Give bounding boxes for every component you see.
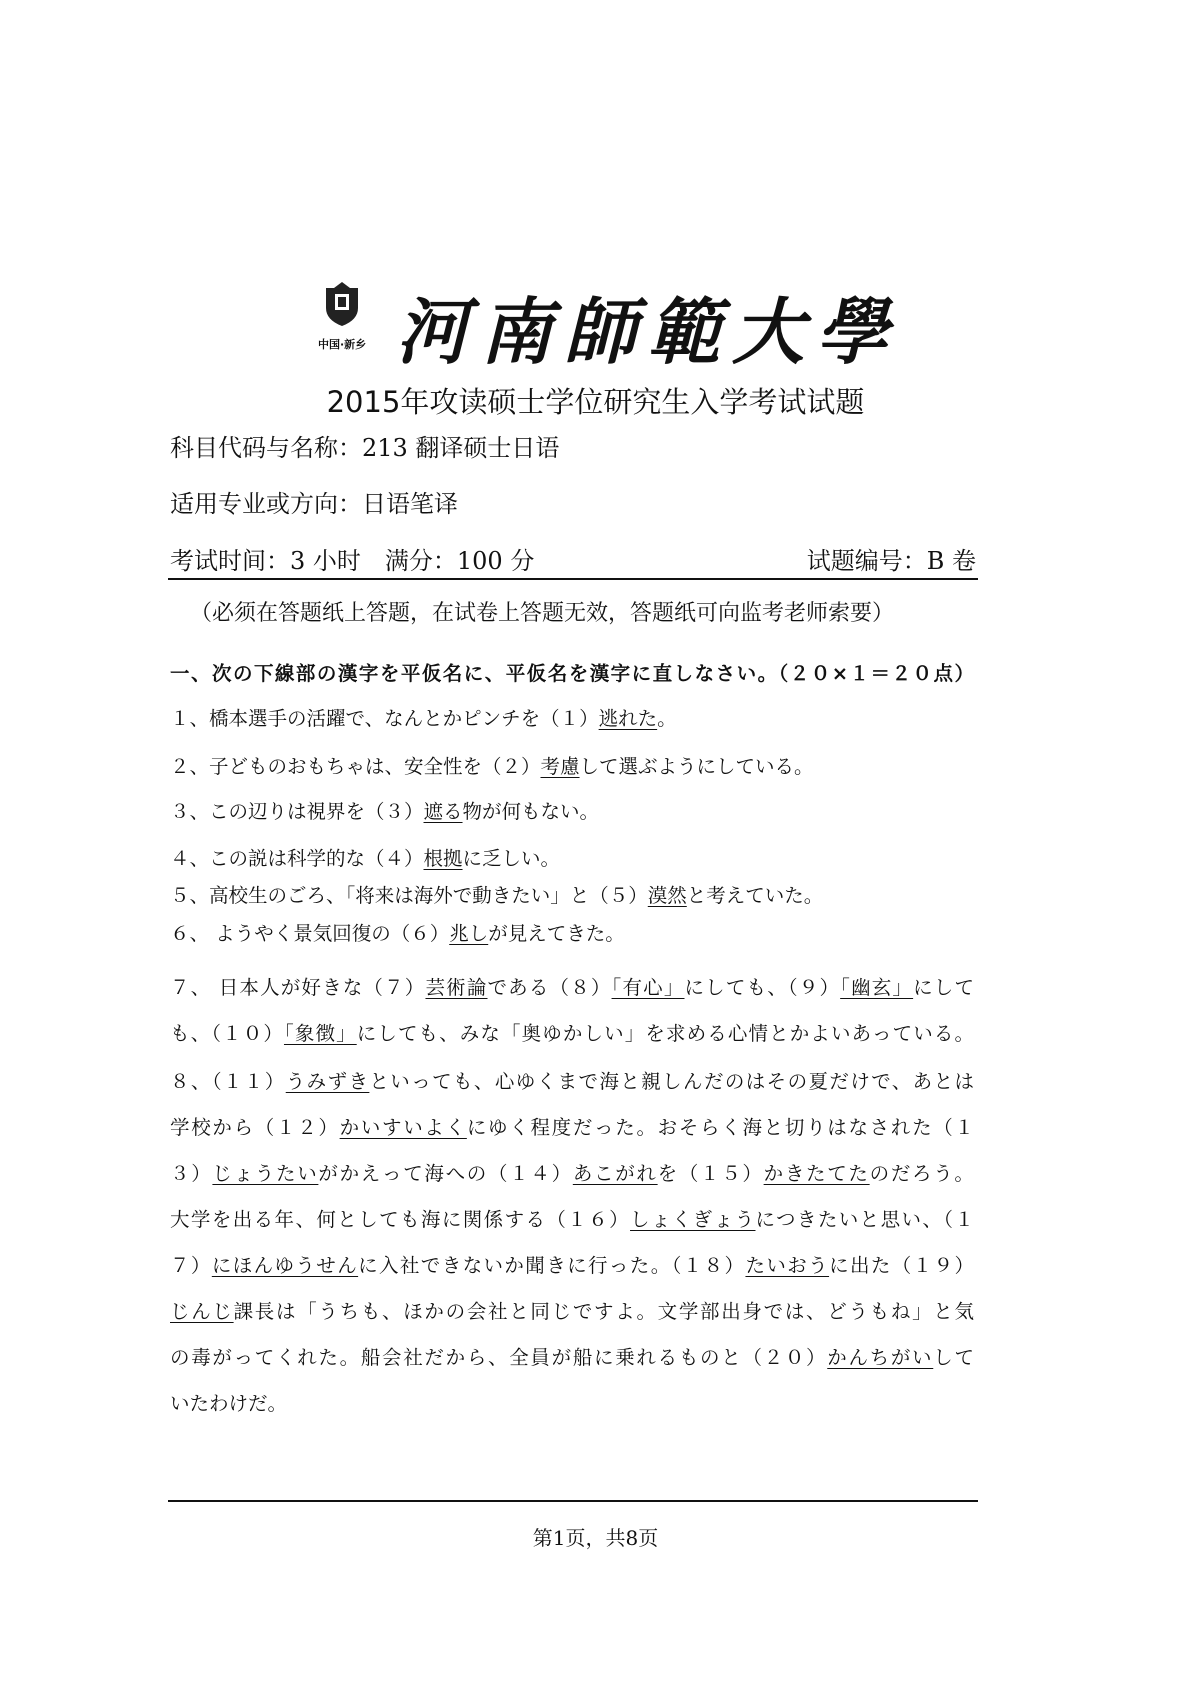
exam-title: 2015年攻读硕士学位研究生入学考试试题 xyxy=(326,385,865,419)
logo-caption: 中国·新乡 xyxy=(318,338,367,351)
question-line xyxy=(170,1158,974,1186)
paper-code: 试题编号：B 卷 xyxy=(806,547,976,575)
university-logo xyxy=(318,278,901,374)
underlined-term: しょくぎょう xyxy=(630,1208,756,1231)
underlined-term: かいすいよく xyxy=(339,1116,467,1139)
underlined-term: 遮る xyxy=(423,800,463,823)
text-segment: である（８） xyxy=(487,976,612,999)
text-segment: に乏しい。 xyxy=(462,847,561,870)
question-line xyxy=(170,843,974,871)
text-segment: のだろう。 xyxy=(869,1162,974,1185)
question-line xyxy=(170,1066,974,1094)
answer-instruction: （必须在答题纸上答题，在试卷上答题无效，答题纸可向监考老师索要） xyxy=(190,601,895,626)
text-segment: にしても、みな「奥ゆかしい」を求める心情とかよいあっている。 xyxy=(356,1022,974,1045)
text-segment: いたわけだ。 xyxy=(170,1392,288,1415)
page-number: 第1页，共8页 xyxy=(532,1526,659,1550)
question-line xyxy=(170,1204,974,1232)
section-instruction xyxy=(170,658,974,686)
underlined-term: じょうたい xyxy=(212,1162,319,1185)
underlined-term: あこがれ xyxy=(572,1162,658,1185)
text-segment: ５、高校生のごろ、「将来は海外で動きたい」と（５） xyxy=(170,884,648,907)
text-segment: ３） xyxy=(170,1162,213,1185)
header-divider xyxy=(168,578,978,580)
text-segment: 。 xyxy=(657,707,677,730)
underlined-term: 根拠 xyxy=(423,847,463,870)
underlined-term: かんちがい xyxy=(827,1346,934,1369)
question-line xyxy=(170,1296,974,1324)
question-line xyxy=(170,1250,974,1278)
underlined-term: かきたてた xyxy=(763,1162,870,1185)
text-segment: ８、（１１） xyxy=(170,1070,286,1093)
text-segment: ６、 ようやく景気回復の（６） xyxy=(170,922,450,945)
text-segment: して選ぶようにしている。 xyxy=(579,755,814,778)
text-segment: 物が何もない。 xyxy=(462,800,600,823)
underlined-term: うみずき xyxy=(285,1070,370,1093)
text-segment: ７、 日本人が好きな（７） xyxy=(170,976,426,999)
text-segment: １、橋本選手の活躍で、なんとかピンチを（１） xyxy=(170,707,599,730)
text-segment: も、（１０） xyxy=(170,1022,284,1045)
question-line xyxy=(170,1388,974,1416)
text-segment: の毒がってくれた。船会社だから、全員が船に乗れるものと（２０） xyxy=(170,1346,828,1369)
text-segment: が見えてきた。 xyxy=(488,922,625,945)
underlined-term: 考慮 xyxy=(540,755,580,778)
question-line xyxy=(170,751,974,779)
underlined-term: じんじ xyxy=(170,1300,234,1323)
subject-line: 科目代码与名称：213 翻译硕士日语 xyxy=(170,434,560,462)
underlined-term: 「象徴」 xyxy=(283,1022,357,1045)
text-segment: ４、この説は科学的な（４） xyxy=(170,847,424,870)
underlined-term: 「有心」 xyxy=(611,976,685,999)
question-line xyxy=(170,880,974,908)
underlined-term: 芸術論 xyxy=(425,976,488,999)
underlined-term: たいおう xyxy=(745,1254,830,1277)
text-segment: 一、次の下線部の漢字を平仮名に、平仮名を漢字に直しなさい。（２０×１＝２０点） xyxy=(170,662,974,685)
text-segment: に入社できないか聞きに行った。（１８） xyxy=(358,1254,746,1277)
text-segment: ２、子どものおもちゃは、安全性を（２） xyxy=(170,755,541,778)
text-segment: にしても、（９） xyxy=(684,976,841,999)
question-line xyxy=(170,703,974,731)
university-name: 河南師範大學 xyxy=(396,289,901,374)
question-line xyxy=(170,1112,974,1140)
exam-time-line: 考试时间：3 小时 满分：100 分 xyxy=(170,547,535,575)
text-segment: を（１５） xyxy=(657,1162,764,1185)
university-emblem-icon xyxy=(320,278,364,328)
question-line xyxy=(170,1342,974,1370)
question-line xyxy=(170,796,974,824)
text-segment: 大学を出る年、何としても海に関係する（１６） xyxy=(170,1208,631,1231)
text-segment: 学校から（１２） xyxy=(170,1116,340,1139)
underlined-term: 「幽玄」 xyxy=(840,976,914,999)
question-line xyxy=(170,1018,974,1046)
underlined-term: 漠然 xyxy=(647,884,687,907)
text-segment: がかえって海への（１４） xyxy=(318,1162,573,1185)
text-segment: につきたいと思い、（１ xyxy=(755,1208,974,1231)
major-line: 适用专业或方向：日语笔译 xyxy=(170,490,458,518)
underlined-term: にほんゆうせん xyxy=(211,1254,359,1277)
text-segment: と考えていた。 xyxy=(686,884,824,907)
text-segment: して xyxy=(933,1346,974,1369)
text-segment: といっても、心ゆくまで海と親しんだのはその夏だけで、あとは xyxy=(369,1070,974,1093)
text-segment: 課長は「うちも、ほかの会社と同じですよ。文学部出身では、どうもね」と気 xyxy=(233,1300,974,1323)
question-line xyxy=(170,918,974,946)
text-segment: ３、この辺りは視界を（３） xyxy=(170,800,424,823)
underlined-term: 兆し xyxy=(449,922,489,945)
text-segment: に出た（１９） xyxy=(829,1254,974,1277)
text-segment: にゆく程度だった。おそらく海と切りはなされた（１ xyxy=(466,1116,974,1139)
text-segment: にして xyxy=(913,976,974,999)
question-line xyxy=(170,972,974,1000)
underlined-term: 逃れた xyxy=(598,707,658,730)
footer-divider xyxy=(168,1500,978,1502)
text-segment: ７） xyxy=(170,1254,212,1277)
